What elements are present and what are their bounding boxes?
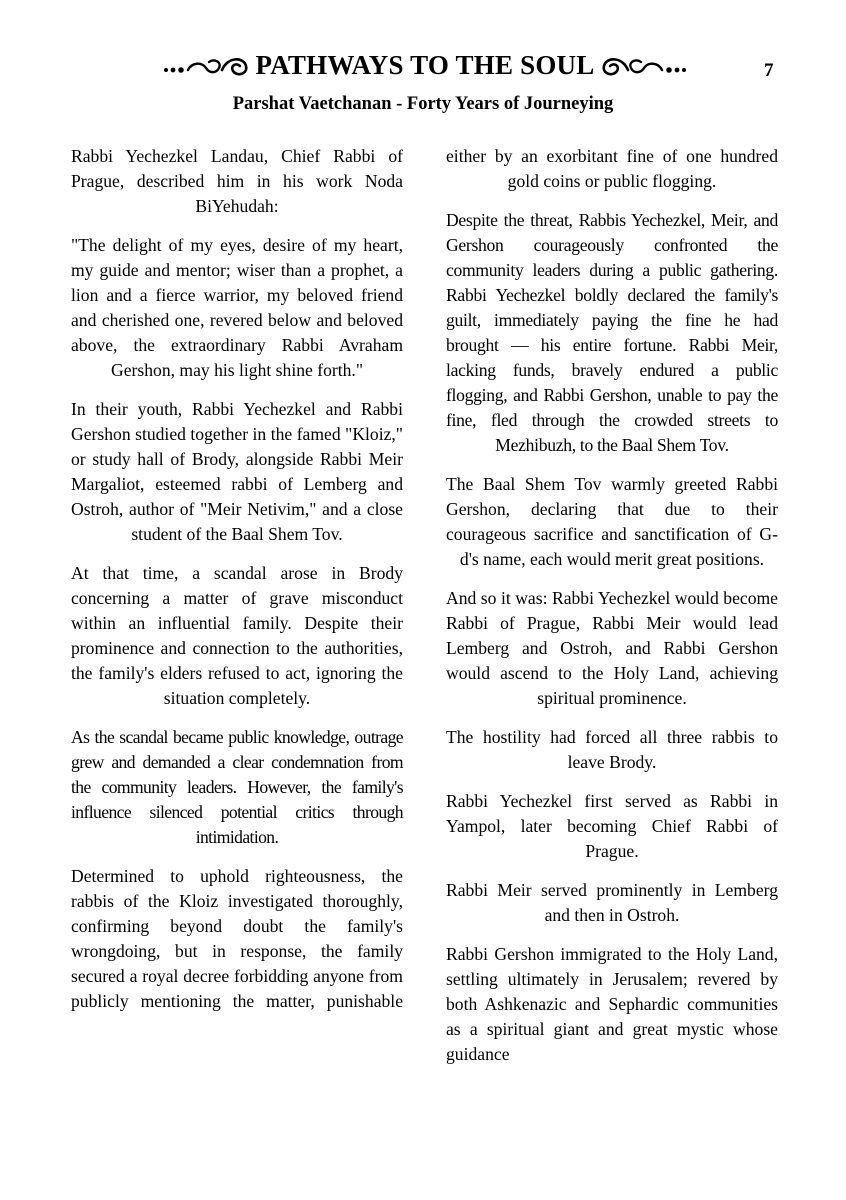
paragraph-positions: And so it was: Rabbi Yechezkel would become Rabbi of Prague, Rabbi Meir would lead Lemberg and Ostroh, and Rabbi Gershon would ascend to the Holy Land, achieving spiritual prominence. xyxy=(446,588,778,708)
right-text-column xyxy=(446,144,778,1067)
page-header xyxy=(0,50,846,90)
page-number: 7 xyxy=(764,60,774,81)
paragraph-leave-brody: The hostility had forced all three rabbis to leave Brody. xyxy=(446,727,778,772)
paragraph-confrontation: Despite the threat, Rabbis Yechezkel, Meir, and Gershon courageously confronted the community leaders during a public gathering. Rabbi Yechezkel boldly declared the family's guilt, immediately paying the fine he had brought — his entire fortune. Rabbi Meir, lacking funds, bravely endured a public flogging, and Rabbi Gershon, unable to pay the fine, fled through the crowded streets to Mezhibuzh, to the Baal Shem Tov. xyxy=(446,210,778,455)
paragraph-noda-biyehudah-intro: Rabbi Yechezkel Landau, Chief Rabbi of Prague, described him in his work Noda BiYehudah: xyxy=(71,146,403,216)
right-flourish-ornament-icon xyxy=(600,53,688,79)
paragraph-yechezkel-prague: Rabbi Yechezkel first served as Rabbi in Yampol, later becoming Chief Rabbi of Prague. xyxy=(446,791,778,861)
paragraph-gershon-jerusalem: Rabbi Gershon immigrated to the Holy Land, settling ultimately in Jerusalem; revered by both Ashkenazic and Sephardic communities as a spiritual giant and great mystic whose guidance xyxy=(446,944,778,1064)
left-text-column xyxy=(71,144,403,1014)
paragraph-baal-shem-tov-greeting: The Baal Shem Tov warmly greeted Rabbi Gershon, declaring that due to their courageous sacrifice and sanctification of G-d's name, each would merit great positions. xyxy=(446,474,778,569)
publication-title: PATHWAYS TO THE SOUL xyxy=(255,50,595,80)
header-title-row xyxy=(135,50,715,81)
paragraph-scandal: At that time, a scandal arose in Brody concerning a matter of grave misconduct within an influential family. Despite their prominence and connection to the authorities, the family's elders refused to act, ignoring the situation completely. xyxy=(71,563,403,708)
paragraph-meir-lemberg: Rabbi Meir served prominently in Lemberg and then in Ostroh. xyxy=(446,880,778,925)
paragraph-public-outrage: As the scandal became public knowledge, outrage grew and demanded a clear condemnation from the community leaders. However, the family's influence silenced potential critics through intimidation. xyxy=(71,727,403,847)
paragraph-youth-kloiz: In their youth, Rabbi Yechezkel and Rabbi Gershon studied together in the famed "Kloiz," or study hall of Brody, alongside Rabbi Meir Margaliot, esteemed rabbi of Lemberg and Ostroh, author of "Meir Netivim," and a close student of the Baal Shem Tov. xyxy=(71,399,403,544)
left-flourish-ornament-icon xyxy=(162,53,250,79)
paragraph-investigation: Determined to uphold righteousness, the rabbis of the Kloiz investigated thoroughly, confirming beyond doubt the family's wrongdoing, but in response, the family secured a royal decree forbidding anyone from publicly mentioning the matter, punishable xyxy=(71,866,403,1011)
paragraph-quotation: "The delight of my eyes, desire of my heart, my guide and mentor; wiser than a prophet, a lion and a fierce warrior, my beloved friend and cherished one, revered below and beloved above, the extraordinary Rabbi Avraham Gershon, may his light shine forth." xyxy=(71,235,403,380)
paragraph-fine-or-flogging: either by an exorbitant fine of one hundred gold coins or public flogging. xyxy=(446,146,778,191)
article-subtitle: Parshat Vaetchanan - Forty Years of Journeying xyxy=(232,94,614,114)
